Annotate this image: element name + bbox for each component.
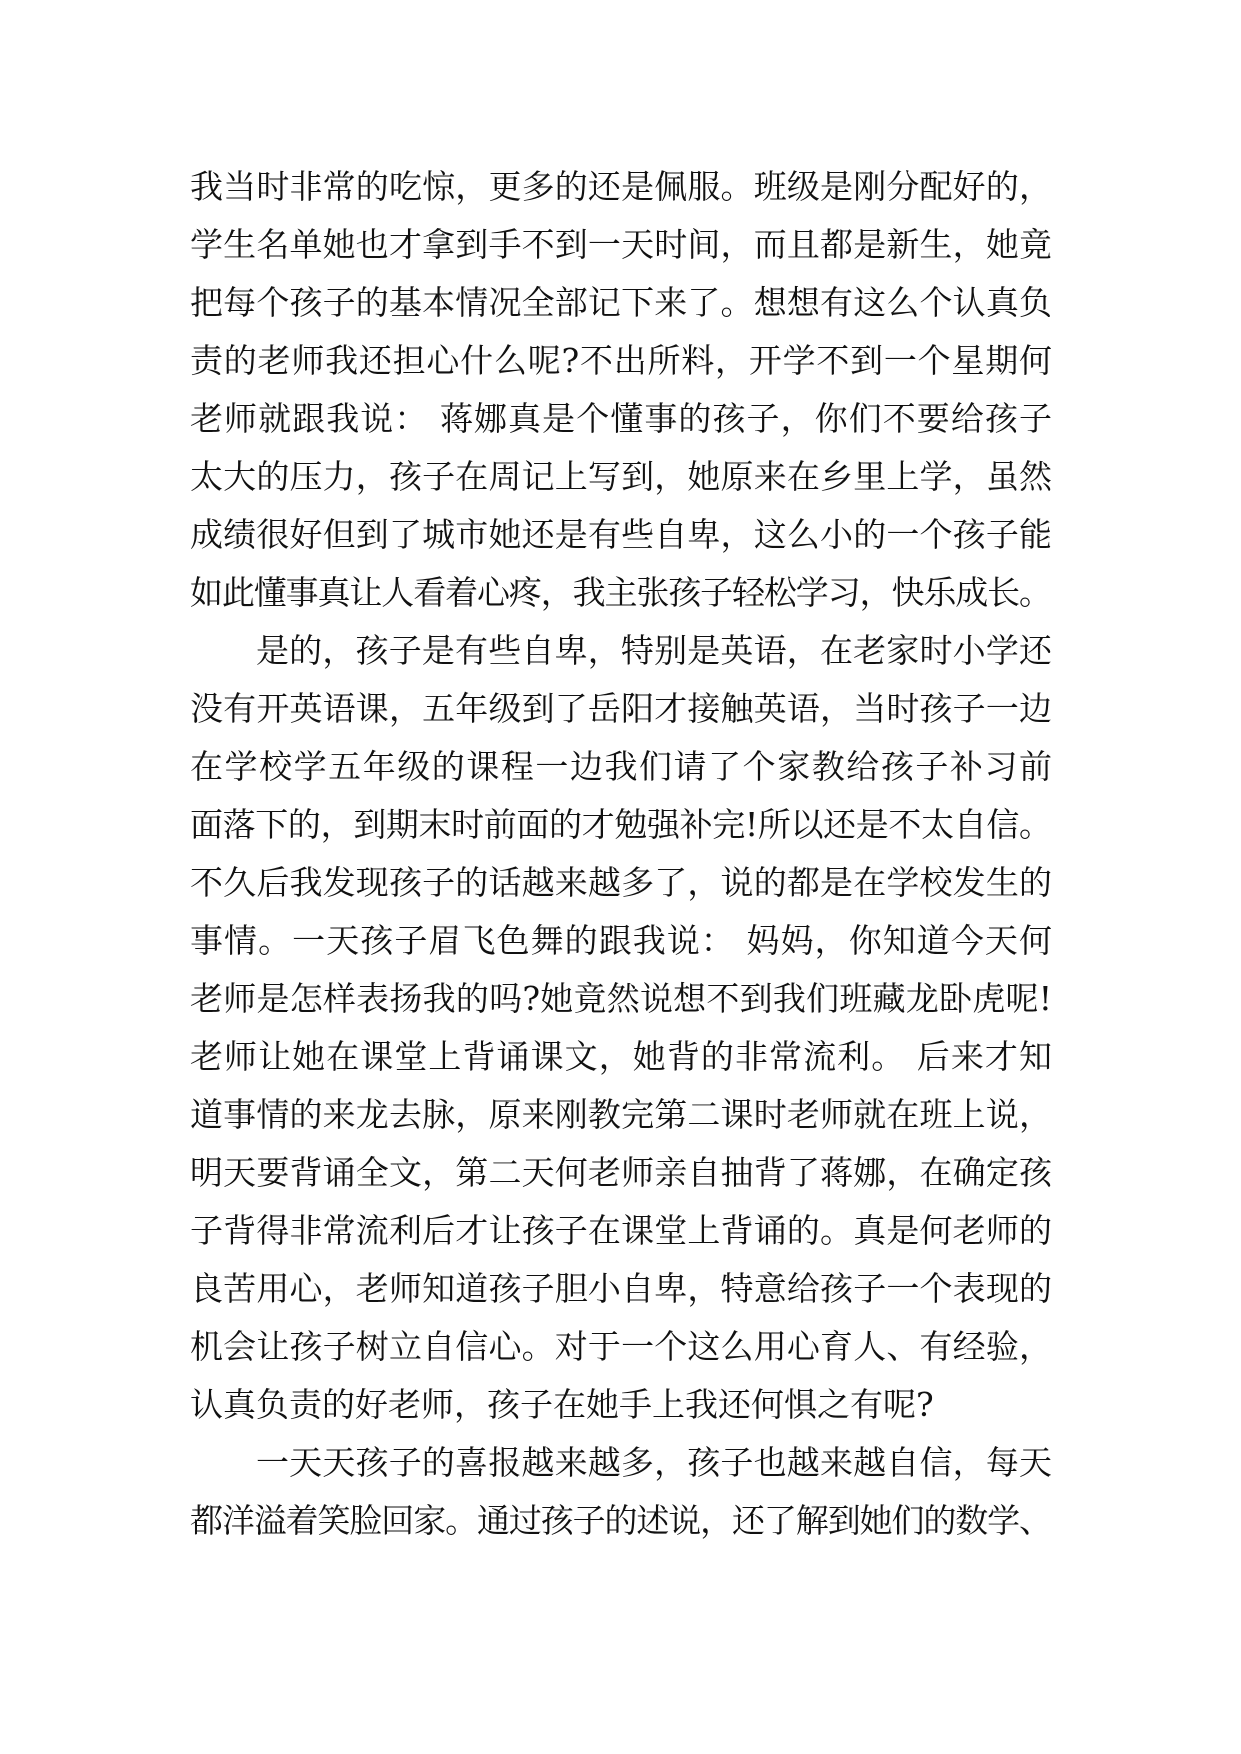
text-line: 老师是怎样表扬我的吗?她竟然说想不到我们班藏龙卧虎呢! (190, 979, 1053, 1018)
text-line: 责的老师我还担心什么呢?不出所料，开学不到一个星期何 (190, 341, 1053, 380)
document-body (190, 158, 1052, 1550)
text-line: 良苦用心，老师知道孩子胆小自卑，特意给孩子一个表现的 (190, 1269, 1053, 1308)
text-line: 是的，孩子是有些自卑，特别是英语，在老家时小学还 (256, 631, 1053, 670)
text-line: 在学校学五年级的课程一边我们请了个家教给孩子补习前 (190, 747, 1054, 786)
text-line: 一天天孩子的喜报越来越多，孩子也越来越自信，每天 (256, 1443, 1053, 1482)
text-line: 如此懂事真让人看着心疼，我主张孩子轻松学习，快乐成长。 (190, 573, 1051, 612)
text-line: 老师让她在课堂上背诵课文，她背的非常流利。 后来才知 (190, 1037, 1054, 1076)
text-line: 不久后我发现孩子的话越来越多了，说的都是在学校发生的 (190, 863, 1053, 902)
text-line: 没有开英语课，五年级到了岳阳才接触英语，当时孩子一边 (190, 689, 1053, 728)
text-line: 道事情的来龙去脉，原来刚教完第二课时老师就在班上说， (190, 1095, 1053, 1134)
text-line: 面落下的，到期末时前面的才勉强补完!所以还是不太自信。 (190, 805, 1052, 844)
text-line: 都洋溢着笑脸回家。通过孩子的述说，还了解到她们的数学、 (190, 1501, 1051, 1540)
text-line: 子背得非常流利后才让孩子在课堂上背诵的。真是何老师的 (190, 1211, 1053, 1250)
text-line: 学生名单她也才拿到手不到一天时间，而且都是新生，她竟 (190, 225, 1053, 264)
text-line: 事情。一天孩子眉飞色舞的跟我说： 妈妈，你知道今天何 (190, 921, 1054, 960)
text-line: 认真负责的好老师，孩子在她手上我还何惧之有呢? (190, 1385, 934, 1424)
text-line: 老师就跟我说： 蒋娜真是个懂事的孩子，你们不要给孩子 (190, 399, 1054, 438)
text-line: 太大的压力，孩子在周记上写到，她原来在乡里上学，虽然 (190, 457, 1053, 496)
paragraph (190, 622, 1052, 1434)
paragraph (190, 158, 1052, 622)
text-line: 我当时非常的吃惊，更多的还是佩服。班级是刚分配好的， (190, 167, 1053, 206)
text-line: 明天要背诵全文，第二天何老师亲自抽背了蒋娜，在确定孩 (190, 1153, 1053, 1192)
text-line: 把每个孩子的基本情况全部记下来了。想想有这么个认真负 (190, 283, 1053, 322)
text-line: 机会让孩子树立自信心。对于一个这么用心育人、有经验， (190, 1327, 1053, 1366)
text-line: 成绩很好但到了城市她还是有些自卑，这么小的一个孩子能 (190, 515, 1053, 554)
paragraph (190, 1434, 1052, 1550)
